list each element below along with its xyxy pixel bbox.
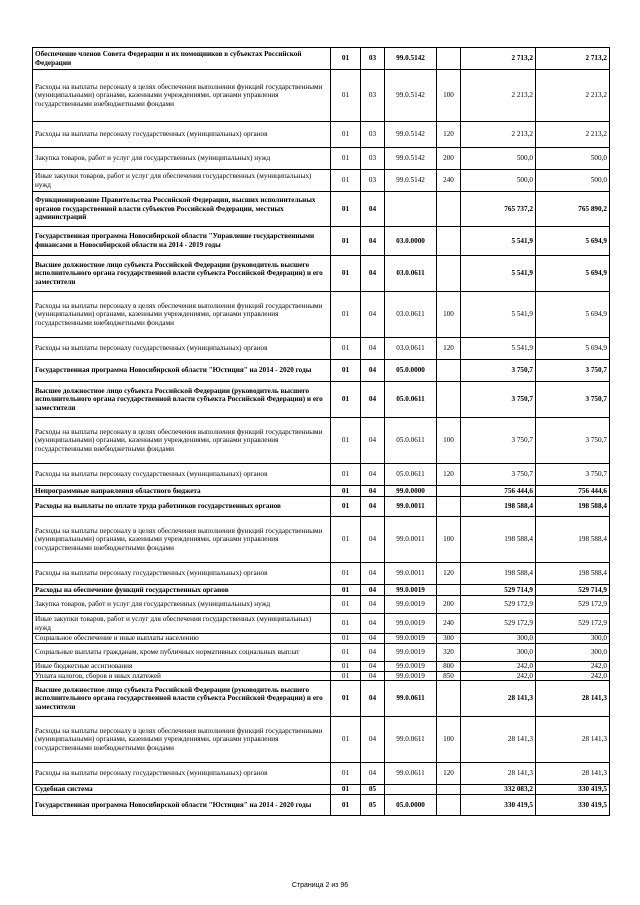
table-row bbox=[33, 517, 610, 563]
row-name-cell: Расходы на выплаты персоналу государственных (муниципальных) органов bbox=[33, 122, 331, 148]
section-code-cell: 01 bbox=[331, 563, 361, 585]
subsection-code-cell: 04 bbox=[361, 418, 385, 464]
row-name-cell: Судебная система bbox=[33, 785, 331, 795]
section-code-cell: 01 bbox=[331, 486, 361, 497]
amount-year2-cell: 300,0 bbox=[536, 634, 610, 644]
amount-year1-cell: 500,0 bbox=[461, 170, 536, 192]
amount-year2-cell: 3 750,7 bbox=[536, 464, 610, 486]
target-article-cell: 99.0.0019 bbox=[385, 596, 437, 614]
subsection-code-cell: 04 bbox=[361, 497, 385, 517]
section-code-cell: 01 bbox=[331, 717, 361, 763]
subsection-code-cell: 04 bbox=[361, 382, 385, 418]
amount-year2-cell: 529 172,9 bbox=[536, 596, 610, 614]
amount-year1-cell: 500,0 bbox=[461, 148, 536, 170]
subsection-code-cell: 03 bbox=[361, 170, 385, 192]
subsection-code-cell: 04 bbox=[361, 717, 385, 763]
expense-type-cell: 100 bbox=[437, 517, 461, 563]
target-article-cell: 99.0.0000 bbox=[385, 486, 437, 497]
table-row bbox=[33, 596, 610, 614]
expense-type-cell: 240 bbox=[437, 614, 461, 634]
expense-type-cell: 120 bbox=[437, 563, 461, 585]
amount-year2-cell: 3 750,7 bbox=[536, 418, 610, 464]
table-row bbox=[33, 148, 610, 170]
row-name-cell: Расходы на выплаты персоналу государственных (муниципальных) органов bbox=[33, 763, 331, 785]
subsection-code-cell: 04 bbox=[361, 671, 385, 681]
target-article-cell: 99.0.0019 bbox=[385, 662, 437, 672]
subsection-code-cell: 04 bbox=[361, 486, 385, 497]
subsection-code-cell: 04 bbox=[361, 192, 385, 227]
amount-year1-cell: 28 141,3 bbox=[461, 763, 536, 785]
section-code-cell: 01 bbox=[331, 785, 361, 795]
target-article-cell: 03.0.0611 bbox=[385, 338, 437, 360]
section-code-cell: 01 bbox=[331, 662, 361, 672]
row-name-cell: Высшее должностное лицо субъекта Российской Федерации (руководитель высшего исполнительного органа государственной власти субъекта Российской Федерации) и его заместители bbox=[33, 382, 331, 418]
table-row bbox=[33, 338, 610, 360]
section-code-cell: 01 bbox=[331, 256, 361, 292]
amount-year1-cell: 242,0 bbox=[461, 671, 536, 681]
amount-year2-cell: 28 141,3 bbox=[536, 717, 610, 763]
row-name-cell: Высшее должностное лицо субъекта Российской Федерации (руководитель высшего исполнительного органа государственной власти субъекта Российской Федерации) и его заместители bbox=[33, 256, 331, 292]
section-code-cell: 01 bbox=[331, 596, 361, 614]
expense-type-cell: 120 bbox=[437, 763, 461, 785]
amount-year2-cell: 330 419,5 bbox=[536, 785, 610, 795]
subsection-code-cell: 04 bbox=[361, 360, 385, 382]
amount-year1-cell: 5 541,9 bbox=[461, 227, 536, 256]
table-row bbox=[33, 122, 610, 148]
amount-year1-cell: 28 141,3 bbox=[461, 717, 536, 763]
table-row bbox=[33, 497, 610, 517]
subsection-code-cell: 04 bbox=[361, 662, 385, 672]
table-body bbox=[33, 48, 610, 816]
section-code-cell: 01 bbox=[331, 614, 361, 634]
amount-year2-cell: 756 444,6 bbox=[536, 486, 610, 497]
section-code-cell: 01 bbox=[331, 338, 361, 360]
target-article-cell: 99.0.0011 bbox=[385, 563, 437, 585]
expense-type-cell bbox=[437, 227, 461, 256]
table-row bbox=[33, 360, 610, 382]
amount-year1-cell: 529 714,9 bbox=[461, 585, 536, 596]
target-article-cell: 99.0.0611 bbox=[385, 763, 437, 785]
target-article-cell: 99.0.0011 bbox=[385, 497, 437, 517]
amount-year1-cell: 28 141,3 bbox=[461, 681, 536, 717]
section-code-cell: 01 bbox=[331, 671, 361, 681]
target-article-cell bbox=[385, 192, 437, 227]
section-code-cell: 01 bbox=[331, 292, 361, 338]
row-name-cell: Функционирование Правительства Российской Федерации, высших исполнительных органов государственной власти субъектов Российской Федерации, местных администраций bbox=[33, 192, 331, 227]
expense-type-cell: 100 bbox=[437, 717, 461, 763]
amount-year1-cell: 5 541,9 bbox=[461, 338, 536, 360]
section-code-cell: 01 bbox=[331, 227, 361, 256]
expense-type-cell: 800 bbox=[437, 662, 461, 672]
subsection-code-cell: 04 bbox=[361, 227, 385, 256]
amount-year2-cell: 2 213,2 bbox=[536, 70, 610, 122]
section-code-cell: 01 bbox=[331, 192, 361, 227]
amount-year1-cell: 3 750,7 bbox=[461, 360, 536, 382]
row-name-cell: Иные бюджетные ассигнования bbox=[33, 662, 331, 672]
subsection-code-cell: 03 bbox=[361, 48, 385, 70]
amount-year1-cell: 198 588,4 bbox=[461, 563, 536, 585]
row-name-cell: Расходы на выплаты персоналу в целях обеспечения выполнения функций государственными (муниципальными) органами, казенными учреждениями, органами управления государственными внебюджетными фондами bbox=[33, 418, 331, 464]
amount-year1-cell: 330 419,5 bbox=[461, 795, 536, 816]
amount-year1-cell: 242,0 bbox=[461, 662, 536, 672]
row-name-cell: Расходы на выплаты персоналу государственных (муниципальных) органов bbox=[33, 338, 331, 360]
target-article-cell: 99.0.5142 bbox=[385, 122, 437, 148]
subsection-code-cell: 04 bbox=[361, 681, 385, 717]
amount-year2-cell: 198 588,4 bbox=[536, 497, 610, 517]
target-article-cell bbox=[385, 785, 437, 795]
table-row bbox=[33, 563, 610, 585]
amount-year2-cell: 500,0 bbox=[536, 148, 610, 170]
section-code-cell: 01 bbox=[331, 634, 361, 644]
expense-type-cell: 120 bbox=[437, 338, 461, 360]
expense-type-cell bbox=[437, 382, 461, 418]
amount-year2-cell: 500,0 bbox=[536, 170, 610, 192]
section-code-cell: 01 bbox=[331, 170, 361, 192]
subsection-code-cell: 04 bbox=[361, 464, 385, 486]
target-article-cell: 99.0.0019 bbox=[385, 644, 437, 662]
row-name-cell: Расходы на выплаты персоналу в целях обеспечения выполнения функций государственными (муниципальными) органами, казенными учреждениями, органами управления государственными внебюджетными фондами bbox=[33, 717, 331, 763]
amount-year2-cell: 765 890,2 bbox=[536, 192, 610, 227]
row-name-cell: Обеспечение членов Совета Федерации и их помощников в субъектах Российской Федерации bbox=[33, 48, 331, 70]
amount-year2-cell: 5 694,9 bbox=[536, 292, 610, 338]
amount-year1-cell: 5 541,9 bbox=[461, 256, 536, 292]
section-code-cell: 01 bbox=[331, 517, 361, 563]
amount-year1-cell: 2 213,2 bbox=[461, 122, 536, 148]
row-name-cell: Государственная программа Новосибирской области "Управление государственными финансами в Новосибирской области на 2014 - 2019 годы bbox=[33, 227, 331, 256]
amount-year2-cell: 5 694,9 bbox=[536, 338, 610, 360]
expense-type-cell: 100 bbox=[437, 418, 461, 464]
table-row bbox=[33, 70, 610, 122]
section-code-cell: 01 bbox=[331, 644, 361, 662]
row-name-cell: Государственная программа Новосибирской области "Юстиция" на 2014 - 2020 годы bbox=[33, 795, 331, 816]
target-article-cell: 99.0.0019 bbox=[385, 671, 437, 681]
expense-type-cell bbox=[437, 48, 461, 70]
table-row bbox=[33, 585, 610, 596]
target-article-cell: 03.0.0000 bbox=[385, 227, 437, 256]
target-article-cell: 99.0.0019 bbox=[385, 614, 437, 634]
row-name-cell: Государственная программа Новосибирской области "Юстиция" на 2014 - 2020 годы bbox=[33, 360, 331, 382]
subsection-code-cell: 05 bbox=[361, 785, 385, 795]
amount-year2-cell: 5 694,9 bbox=[536, 227, 610, 256]
row-name-cell: Социальные выплаты гражданам, кроме публичных нормативных социальных выплат bbox=[33, 644, 331, 662]
amount-year1-cell: 529 172,9 bbox=[461, 596, 536, 614]
expense-type-cell bbox=[437, 256, 461, 292]
target-article-cell: 99.0.0019 bbox=[385, 634, 437, 644]
row-name-cell: Расходы на выплаты персоналу государственных (муниципальных) органов bbox=[33, 563, 331, 585]
expense-type-cell: 100 bbox=[437, 70, 461, 122]
amount-year1-cell: 3 750,7 bbox=[461, 464, 536, 486]
table-row bbox=[33, 464, 610, 486]
table-row bbox=[33, 256, 610, 292]
row-name-cell: Расходы на выплаты персоналу в целях обеспечения выполнения функций государственными (муниципальными) органами, казенными учреждениями, органами управления государственными внебюджетными фондами bbox=[33, 517, 331, 563]
subsection-code-cell: 04 bbox=[361, 596, 385, 614]
amount-year2-cell: 28 141,3 bbox=[536, 681, 610, 717]
amount-year1-cell: 198 588,4 bbox=[461, 497, 536, 517]
row-name-cell: Закупка товаров, работ и услуг для государственных (муниципальных) нужд bbox=[33, 148, 331, 170]
table-row bbox=[33, 614, 610, 634]
amount-year1-cell: 300,0 bbox=[461, 644, 536, 662]
target-article-cell: 99.0.5142 bbox=[385, 148, 437, 170]
amount-year2-cell: 300,0 bbox=[536, 644, 610, 662]
target-article-cell: 05.0.0000 bbox=[385, 795, 437, 816]
target-article-cell: 03.0.0611 bbox=[385, 292, 437, 338]
section-code-cell: 01 bbox=[331, 360, 361, 382]
section-code-cell: 01 bbox=[331, 382, 361, 418]
table-row bbox=[33, 382, 610, 418]
amount-year1-cell: 198 588,4 bbox=[461, 517, 536, 563]
target-article-cell: 99.0.5142 bbox=[385, 48, 437, 70]
subsection-code-cell: 05 bbox=[361, 795, 385, 816]
row-name-cell: Социальное обеспечение и иные выплаты населению bbox=[33, 634, 331, 644]
row-name-cell: Расходы на обеспечение функций государственных органов bbox=[33, 585, 331, 596]
row-name-cell: Расходы на выплаты по оплате труда работников государственных органов bbox=[33, 497, 331, 517]
expense-type-cell: 300 bbox=[437, 634, 461, 644]
expense-type-cell bbox=[437, 192, 461, 227]
row-name-cell: Иные закупки товаров, работ и услуг для обеспечения государственных (муниципальных) нужд bbox=[33, 614, 331, 634]
target-article-cell: 99.0.0011 bbox=[385, 517, 437, 563]
section-code-cell: 01 bbox=[331, 464, 361, 486]
table-row bbox=[33, 644, 610, 662]
amount-year2-cell: 3 750,7 bbox=[536, 360, 610, 382]
table-row bbox=[33, 486, 610, 497]
row-name-cell: Расходы на выплаты персоналу в целях обеспечения выполнения функций государственными (муниципальными) органами, казенными учреждениями, органами управления государственными внебюджетными фондами bbox=[33, 292, 331, 338]
amount-year2-cell: 330 419,5 bbox=[536, 795, 610, 816]
target-article-cell: 99.0.0611 bbox=[385, 717, 437, 763]
section-code-cell: 01 bbox=[331, 148, 361, 170]
section-code-cell: 01 bbox=[331, 497, 361, 517]
expense-type-cell: 100 bbox=[437, 292, 461, 338]
expense-type-cell: 850 bbox=[437, 671, 461, 681]
amount-year2-cell: 198 588,4 bbox=[536, 517, 610, 563]
amount-year2-cell: 2 713,2 bbox=[536, 48, 610, 70]
row-name-cell: Расходы на выплаты персоналу в целях обеспечения выполнения функций государственными (муниципальными) органами, казенными учреждениями, органами управления государственными внебюджетными фондами bbox=[33, 70, 331, 122]
subsection-code-cell: 04 bbox=[361, 256, 385, 292]
subsection-code-cell: 03 bbox=[361, 70, 385, 122]
expense-type-cell bbox=[437, 486, 461, 497]
expense-type-cell bbox=[437, 497, 461, 517]
expense-type-cell bbox=[437, 681, 461, 717]
subsection-code-cell: 04 bbox=[361, 585, 385, 596]
expense-type-cell bbox=[437, 795, 461, 816]
subsection-code-cell: 04 bbox=[361, 634, 385, 644]
table-row bbox=[33, 48, 610, 70]
expense-type-cell: 120 bbox=[437, 122, 461, 148]
amount-year2-cell: 5 694,9 bbox=[536, 256, 610, 292]
row-name-cell: Уплата налогов, сборов и иных платежей bbox=[33, 671, 331, 681]
amount-year1-cell: 332 083,2 bbox=[461, 785, 536, 795]
subsection-code-cell: 03 bbox=[361, 148, 385, 170]
expense-type-cell: 120 bbox=[437, 464, 461, 486]
target-article-cell: 99.0.0611 bbox=[385, 681, 437, 717]
subsection-code-cell: 04 bbox=[361, 763, 385, 785]
amount-year2-cell: 2 213,2 bbox=[536, 122, 610, 148]
amount-year2-cell: 529 172,9 bbox=[536, 614, 610, 634]
amount-year2-cell: 242,0 bbox=[536, 662, 610, 672]
subsection-code-cell: 04 bbox=[361, 563, 385, 585]
expense-type-cell: 200 bbox=[437, 596, 461, 614]
amount-year1-cell: 300,0 bbox=[461, 634, 536, 644]
amount-year1-cell: 529 172,9 bbox=[461, 614, 536, 634]
expense-type-cell bbox=[437, 785, 461, 795]
target-article-cell: 05.0.0000 bbox=[385, 360, 437, 382]
table-row bbox=[33, 170, 610, 192]
subsection-code-cell: 04 bbox=[361, 614, 385, 634]
amount-year2-cell: 3 750,7 bbox=[536, 382, 610, 418]
row-name-cell: Закупка товаров, работ и услуг для государственных (муниципальных) нужд bbox=[33, 596, 331, 614]
amount-year1-cell: 756 444,6 bbox=[461, 486, 536, 497]
table-row bbox=[33, 192, 610, 227]
subsection-code-cell: 04 bbox=[361, 517, 385, 563]
target-article-cell: 99.0.0019 bbox=[385, 585, 437, 596]
amount-year1-cell: 3 750,7 bbox=[461, 418, 536, 464]
subsection-code-cell: 04 bbox=[361, 644, 385, 662]
section-code-cell: 01 bbox=[331, 681, 361, 717]
amount-year1-cell: 2 213,2 bbox=[461, 70, 536, 122]
expense-type-cell: 200 bbox=[437, 148, 461, 170]
section-code-cell: 01 bbox=[331, 763, 361, 785]
section-code-cell: 01 bbox=[331, 585, 361, 596]
section-code-cell: 01 bbox=[331, 122, 361, 148]
table-row bbox=[33, 795, 610, 816]
table-row bbox=[33, 785, 610, 795]
row-name-cell: Иные закупки товаров, работ и услуг для обеспечения государственных (муниципальных) нужд bbox=[33, 170, 331, 192]
target-article-cell: 99.0.5142 bbox=[385, 70, 437, 122]
table-row bbox=[33, 292, 610, 338]
table-row bbox=[33, 671, 610, 681]
target-article-cell: 03.0.0611 bbox=[385, 256, 437, 292]
section-code-cell: 01 bbox=[331, 70, 361, 122]
subsection-code-cell: 03 bbox=[361, 122, 385, 148]
subsection-code-cell: 04 bbox=[361, 292, 385, 338]
target-article-cell: 05.0.0611 bbox=[385, 464, 437, 486]
amount-year1-cell: 765 737,2 bbox=[461, 192, 536, 227]
section-code-cell: 01 bbox=[331, 48, 361, 70]
table-row bbox=[33, 634, 610, 644]
table-row bbox=[33, 681, 610, 717]
page-footer: Страница 2 из 96 bbox=[291, 882, 349, 889]
row-name-cell: Непрограммные направления областного бюджета bbox=[33, 486, 331, 497]
expense-type-cell bbox=[437, 585, 461, 596]
target-article-cell: 05.0.0611 bbox=[385, 382, 437, 418]
amount-year1-cell: 2 713,2 bbox=[461, 48, 536, 70]
table-row bbox=[33, 717, 610, 763]
expense-type-cell: 320 bbox=[437, 644, 461, 662]
target-article-cell: 05.0.0611 bbox=[385, 418, 437, 464]
section-code-cell: 01 bbox=[331, 795, 361, 816]
amount-year2-cell: 198 588,4 bbox=[536, 563, 610, 585]
table-row bbox=[33, 662, 610, 672]
row-name-cell: Расходы на выплаты персоналу государственных (муниципальных) органов bbox=[33, 464, 331, 486]
expense-type-cell bbox=[437, 360, 461, 382]
section-code-cell: 01 bbox=[331, 418, 361, 464]
amount-year2-cell: 242,0 bbox=[536, 671, 610, 681]
table-row bbox=[33, 763, 610, 785]
amount-year1-cell: 5 541,9 bbox=[461, 292, 536, 338]
table-row bbox=[33, 418, 610, 464]
table-row bbox=[33, 227, 610, 256]
amount-year2-cell: 28 141,3 bbox=[536, 763, 610, 785]
target-article-cell: 99.0.5142 bbox=[385, 170, 437, 192]
expense-type-cell: 240 bbox=[437, 170, 461, 192]
budget-table bbox=[32, 47, 610, 816]
amount-year1-cell: 3 750,7 bbox=[461, 382, 536, 418]
subsection-code-cell: 04 bbox=[361, 338, 385, 360]
row-name-cell: Высшее должностное лицо субъекта Российской Федерации (руководитель высшего исполнительного органа государственной власти субъекта Российской Федерации) и его заместители bbox=[33, 681, 331, 717]
amount-year2-cell: 529 714,9 bbox=[536, 585, 610, 596]
